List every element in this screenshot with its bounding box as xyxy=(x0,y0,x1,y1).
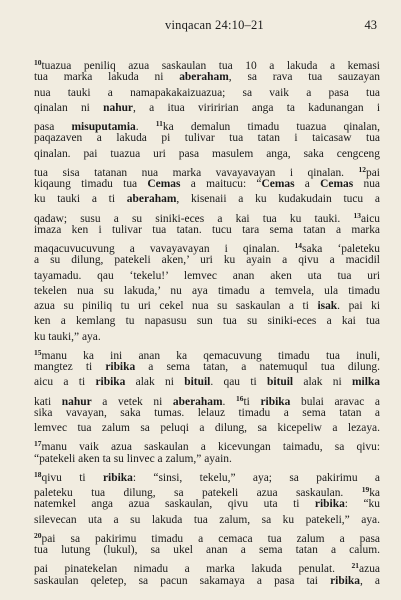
text-line: “patekeli aken ta su linvec a zalum,” ayain. xyxy=(34,452,232,465)
text-line: saskaulan qeletep, sa pacun sakamaya a pasa tai ribika, a xyxy=(34,574,381,587)
text-line: tua sisa tatanan nua marka vavayavayan i qinalan. $^{12}$pai xyxy=(34,164,380,179)
text-line: aicu a ti ribika alak ni bituil. qau ti bituil alak ni milka xyxy=(34,376,380,389)
text-line: $^{15}$manu ka ini anan ka qemacuvung timadu tua inuli, xyxy=(34,347,380,362)
text-line: pai pinatekelan nimadu a marka lakuda penulat. $^{21}$azua xyxy=(34,561,380,576)
text-line: azua su piniliq tu uri cekel nua su saskaulan a ti isak. pai ki xyxy=(34,300,381,312)
text-line: tekelen nua su lakuda,’ nu aya timadu a temvela, ula timadu xyxy=(34,284,380,297)
text-line: ken a kemlang tu napasusu sun tua su siniki-eces a kai tua xyxy=(34,315,380,328)
text-line: $^{17}$manu vaik azua saskaulan a kicevungan taimadu, sa qivu: xyxy=(34,439,380,454)
page-number: 43 xyxy=(364,18,377,32)
text-line: ku tauki,” aya. xyxy=(34,330,101,343)
text-line: $^{10}$tuazua peniliq azua saskaulan tua 10 a lakuda a kemasi xyxy=(34,58,380,72)
text-line: tua lutung (lukul), sa ukel anan a sema tatan a calum. xyxy=(34,544,380,556)
scripture-text xyxy=(34,55,380,589)
text-line: pasa misuputamia. $^{11}$ka demalun timadu tuazua qinalan, xyxy=(34,119,380,133)
text-line: $^{18}$qivu ti ribika: “sinsi, tekelu,” aya; sa pakirimu a xyxy=(34,469,380,484)
text-line: mangtez ti ribika a sema tatan, a natemuqul tua dilung. xyxy=(34,361,380,373)
text-line: paqazaven a lakuda pi tulivar tua tatan i taicasaw tua xyxy=(34,132,380,145)
text-line: natemkel anga azua saskaulan, qivu uta ti ribika: “ku xyxy=(34,498,380,511)
text-line: sika vavayan, saka tumas. lelauz timadu a sema tatan a xyxy=(34,406,380,419)
text-line: a su dilung, patekeli aken,’ uri ku ayain a qivu a macidil xyxy=(34,254,380,267)
text-line: tua marka lakuda ni aberaham, sa rava tua sauzayan xyxy=(34,71,380,84)
text-line: paleteku tua dilung, sa patekeli azua saskaulan. $^{19}$ka xyxy=(34,485,380,499)
page-header xyxy=(0,18,401,34)
text-line: $^{20}$pai sa pakirimu timadu a cemaca tua zalum a pasa xyxy=(34,530,380,545)
text-line: nua tauki a namapakakaizuazua; sa vaik a pasa tua xyxy=(34,86,380,99)
text-line: silevecan uta a su lakuda tua zalum, sa ku patekeli,” aya. xyxy=(34,513,380,526)
text-line: imaza ken i tulivar tua tatan. tucu tara sema tatan a marka xyxy=(34,223,380,236)
text-line: qadaw; susu a su siniki-eces a kai tua ku tauki. $^{13}$aicu xyxy=(34,210,380,225)
text-line: lemvec tua zalum sa peluqi a dilung, sa kicepeliw a lezaya. xyxy=(34,422,380,434)
text-line: ku tauki a ti aberaham, kisenaii a ku kudakudain tucu a xyxy=(34,193,380,206)
text-line: qinalan. pai tuazua uri pasa masulem anga, saka cengceng xyxy=(34,147,380,160)
text-line: kiqaung timadu tua Cemas a maitucu: “Cemas a Cemas nua xyxy=(34,178,381,190)
text-line: maqacuvucuvung a vavayavayan i qinalan. $^{14}$saka ‘paleteku xyxy=(34,241,380,255)
text-line: kati nahur a vetek ni aberaham. $^{16}$ti ribika bulai aravac a xyxy=(34,393,381,408)
running-head: vinqacan 24:10–21 xyxy=(165,18,264,32)
text-line: qinalan ni nahur, a itua viriririan anga ta kadunangan i xyxy=(34,101,380,114)
text-line: tayamadu. qau ‘tekelu!’ lemvec anan aken uta tua uri xyxy=(34,269,380,282)
